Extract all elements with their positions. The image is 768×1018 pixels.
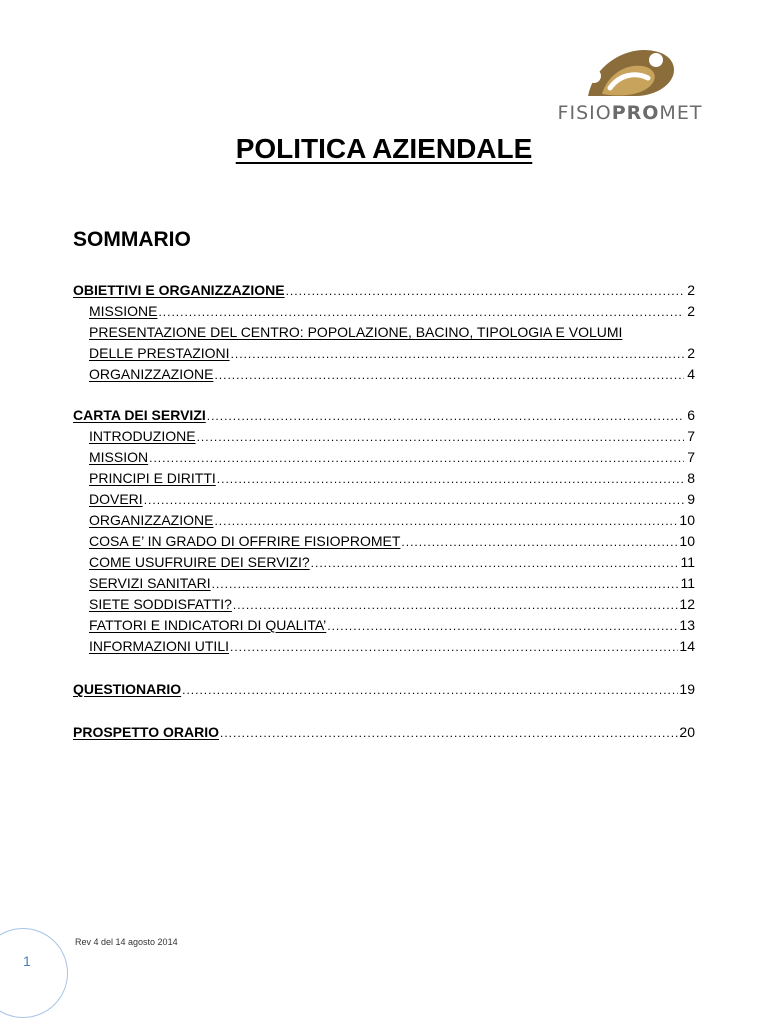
toc-page-number: 11 <box>680 554 695 570</box>
toc-page-number: 13 <box>679 617 695 633</box>
toc-page-number: 12 <box>679 596 695 612</box>
toc-entry-come[interactable] <box>73 552 695 573</box>
page-number: 1 <box>23 953 31 969</box>
toc-link-sanitari[interactable]: SERVIZI SANITARI <box>89 575 211 591</box>
toc-entry-organizzazione[interactable] <box>73 364 695 385</box>
toc-entry-organizzazione-2[interactable] <box>73 510 695 531</box>
toc-page-number: 9 <box>687 491 695 507</box>
toc-entry-doveri[interactable] <box>73 489 695 510</box>
toc-entry-principi[interactable] <box>73 468 695 489</box>
dot-leader <box>401 533 678 552</box>
dot-leader <box>214 366 684 385</box>
toc-page-number: 10 <box>679 533 695 549</box>
company-logo <box>552 44 708 134</box>
toc-entry-prospetto[interactable] <box>73 722 695 743</box>
toc-link-soddisfatti[interactable]: SIETE SODDISFATTI? <box>89 596 232 612</box>
toc-page-number: 14 <box>679 638 695 654</box>
toc-link-organizzazione[interactable]: ORGANIZZAZIONE <box>89 366 214 382</box>
toc-link-mission[interactable]: MISSION <box>89 449 149 465</box>
dot-leader <box>286 282 684 301</box>
toc-link-presentazione-cont[interactable]: DELLE PRESTAZIONI <box>89 345 230 361</box>
toc-entry-questionario[interactable] <box>73 679 695 700</box>
dot-leader <box>231 345 684 364</box>
toc-link-questionario[interactable]: QUESTIONARIO <box>73 681 182 697</box>
toc-entry-fattori[interactable] <box>73 615 695 636</box>
toc-page-number: 19 <box>679 681 695 697</box>
dot-leader <box>182 681 678 700</box>
page-number-badge <box>0 928 68 1018</box>
toc-link-introduzione[interactable]: INTRODUZIONE <box>89 428 196 444</box>
table-of-contents <box>73 280 695 743</box>
toc-link-organizzazione-2[interactable]: ORGANIZZAZIONE <box>89 512 214 528</box>
toc-link-prospetto[interactable]: PROSPETTO ORARIO <box>73 724 219 740</box>
toc-page-number: 7 <box>687 449 695 465</box>
toc-entry-presentazione[interactable] <box>73 322 695 343</box>
dot-leader <box>144 491 684 510</box>
toc-link-principi[interactable]: PRINCIPI E DIRITTI <box>89 470 216 486</box>
dot-leader <box>212 575 680 594</box>
dot-leader <box>311 554 680 573</box>
dot-leader <box>217 470 684 489</box>
toc-page-number: 11 <box>680 575 695 591</box>
dot-leader <box>158 303 684 322</box>
dot-leader <box>327 617 678 636</box>
toc-entry-informazioni[interactable] <box>73 636 695 657</box>
dot-leader <box>207 407 684 426</box>
toc-link-carta[interactable]: CARTA DEI SERVIZI <box>73 407 206 423</box>
toc-entry-introduzione[interactable] <box>73 426 695 447</box>
toc-link-cosa[interactable]: COSA E’ IN GRADO DI OFFRIRE FISIOPROMET <box>89 533 401 549</box>
toc-link-fattori[interactable]: FATTORI E INDICATORI DI QUALITA’ <box>89 617 327 633</box>
spacer <box>73 700 695 722</box>
toc-entry-carta[interactable] <box>73 405 695 426</box>
fisiopromet-logo-icon <box>582 44 678 102</box>
dot-leader <box>197 428 684 447</box>
logo-wordmark: FISIOPROMET <box>557 102 703 124</box>
toc-page-number: 10 <box>679 512 695 528</box>
dot-leader <box>230 638 678 657</box>
toc-entry-presentazione-cont[interactable] <box>73 343 695 364</box>
toc-page-number: 2 <box>687 345 695 361</box>
toc-entry-missione[interactable] <box>73 301 695 322</box>
dot-leader <box>220 724 678 743</box>
document-title: POLITICA AZIENDALE <box>235 133 533 164</box>
spacer <box>73 385 695 405</box>
toc-link-doveri[interactable]: DOVERI <box>89 491 143 507</box>
toc-link-obiettivi[interactable]: OBIETTIVI E ORGANIZZAZIONE <box>73 282 285 298</box>
toc-heading: SOMMARIO <box>73 228 191 251</box>
dot-leader <box>233 596 679 615</box>
toc-entry-obiettivi[interactable] <box>73 280 695 301</box>
toc-page-number: 7 <box>687 428 695 444</box>
toc-page-number: 6 <box>687 407 695 423</box>
toc-page-number: 2 <box>687 303 695 319</box>
toc-link-presentazione[interactable]: PRESENTAZIONE DEL CENTRO: POPOLAZIONE, BACINO, TIPOLOGIA E VOLUMI <box>89 324 623 340</box>
toc-page-number: 20 <box>679 724 695 740</box>
dot-leader <box>214 512 678 531</box>
toc-link-come[interactable]: COME USUFRUIRE DEI SERVIZI? <box>89 554 310 570</box>
toc-entry-mission[interactable] <box>73 447 695 468</box>
toc-page-number: 4 <box>687 366 695 382</box>
toc-page-number: 2 <box>687 282 695 298</box>
toc-link-informazioni[interactable]: INFORMAZIONI UTILI <box>89 638 229 654</box>
dot-leader <box>149 449 684 468</box>
toc-entry-cosa[interactable] <box>73 531 695 552</box>
toc-entry-soddisfatti[interactable] <box>73 594 695 615</box>
revision-note: Rev 4 del 14 agosto 2014 <box>75 937 178 947</box>
toc-link-missione[interactable]: MISSIONE <box>89 303 158 319</box>
toc-entry-sanitari[interactable] <box>73 573 695 594</box>
toc-page-number: 8 <box>687 470 695 486</box>
spacer <box>73 657 695 679</box>
